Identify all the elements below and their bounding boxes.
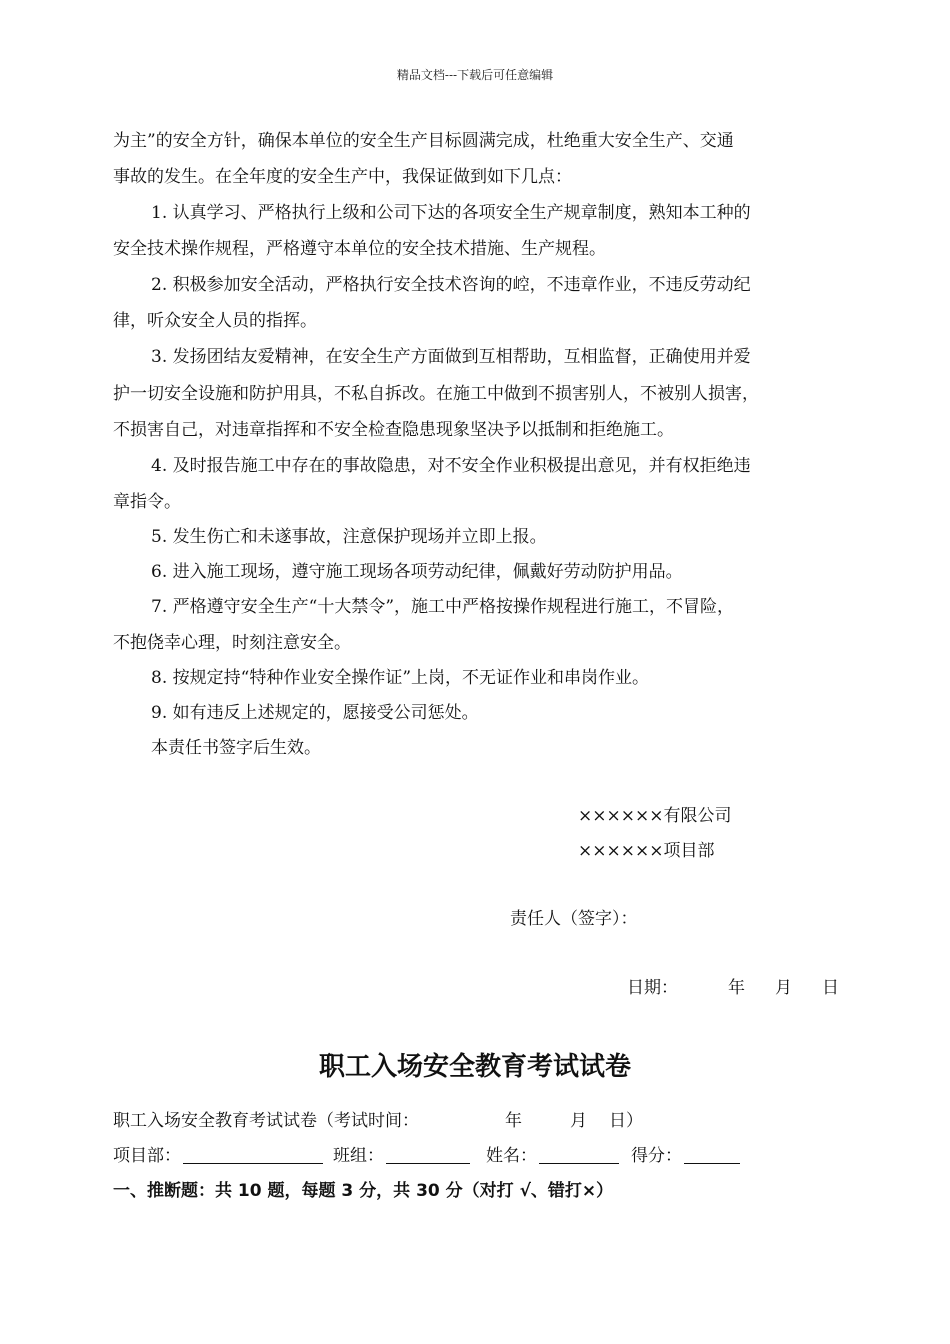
company-name: ××××××有限公司 xyxy=(578,806,732,826)
list-item: 3. 发扬团结友爱精神，在安全生产方面做到互相帮助，互相监督，正确使用并爱 xyxy=(151,347,751,367)
exam-time-prefix: 职工入场安全教育考试试卷（考试时间： xyxy=(113,1111,419,1131)
date-year: 年 xyxy=(728,978,745,998)
project-label: 项目部： xyxy=(113,1146,181,1166)
signature-date xyxy=(627,973,839,998)
date-label: 日期： xyxy=(627,978,678,998)
page-header: 精品文档---下载后可任意编辑 xyxy=(396,68,554,82)
list-item: 9. 如有违反上述规定的，愿接受公司惩处。 xyxy=(151,703,479,723)
date-month: 月 xyxy=(775,978,792,998)
paragraph-line: 不损害自己，对违章指挥和不安全检查隐患现象坚决予以抵制和拒绝施工。 xyxy=(113,420,674,440)
name-field[interactable] xyxy=(539,1147,619,1164)
exam-day: 日） xyxy=(609,1111,643,1131)
paragraph-line: 不抱侥幸心理，时刻注意安全。 xyxy=(113,633,351,653)
name-label: 姓名： xyxy=(486,1146,537,1166)
paragraph-line: 章指令。 xyxy=(113,492,181,512)
paragraph-line: 护一切安全设施和防护用具，不私自拆改。在施工中做到不损害别人，不被别人损害， xyxy=(113,384,759,404)
list-item: 4. 及时报告施工中存在的事故隐患，对不安全作业积极提出意见，并有权拒绝违 xyxy=(151,456,751,476)
list-item: 5. 发生伤亡和未遂事故，注意保护现场并立即上报。 xyxy=(151,527,547,547)
section-heading: 一、推断题：共 10 题，每题 3 分，共 30 分（对打 √、错打×） xyxy=(113,1181,614,1201)
date-day: 日 xyxy=(822,978,839,998)
list-item: 8. 按规定持“特种作业安全操作证”上岗，不无证作业和串岗作业。 xyxy=(151,668,650,688)
closing-line: 本责任书签字后生效。 xyxy=(151,738,321,758)
paragraph-line: 安全技术操作规程，严格遵守本单位的安全技术措施、生产规程。 xyxy=(113,239,606,259)
team-field[interactable] xyxy=(386,1147,470,1164)
project-field[interactable] xyxy=(183,1147,323,1164)
paragraph-line: 律，听众安全人员的指挥。 xyxy=(113,311,317,331)
score-field[interactable] xyxy=(684,1147,740,1164)
team-label: 班组： xyxy=(333,1146,384,1166)
list-item: 6. 进入施工现场，遵守施工现场各项劳动纪律，佩戴好劳动防护用品。 xyxy=(151,562,683,582)
department-name: ××××××项目部 xyxy=(578,841,715,861)
list-item: 7. 严格遵守安全生产“十大禁令”，施工中严格按操作规程进行施工，不冒险， xyxy=(151,597,735,617)
paragraph-line: 事故的发生。在全年度的安全生产中，我保证做到如下几点： xyxy=(113,167,572,187)
list-item: 1. 认真学习、严格执行上级和公司下达的各项安全生产规章制度，熟知本工种的 xyxy=(151,203,751,223)
score-label: 得分： xyxy=(631,1146,682,1166)
responsible-signature-label: 责任人（签字）： xyxy=(510,909,638,929)
exam-time-line xyxy=(113,1106,643,1131)
exam-year: 年 xyxy=(505,1111,522,1131)
paragraph-line: 为主”的安全方针，确保本单位的安全生产目标圆满完成，杜绝重大安全生产、交通 xyxy=(113,131,734,151)
list-item: 2. 积极参加安全活动，严格执行安全技术咨询的崆，不违章作业，不违反劳动纪 xyxy=(151,275,751,295)
exam-title: 职工入场安全教育考试试卷 xyxy=(318,1052,631,1082)
exam-info-line xyxy=(113,1141,746,1166)
exam-month: 月 xyxy=(570,1111,587,1131)
